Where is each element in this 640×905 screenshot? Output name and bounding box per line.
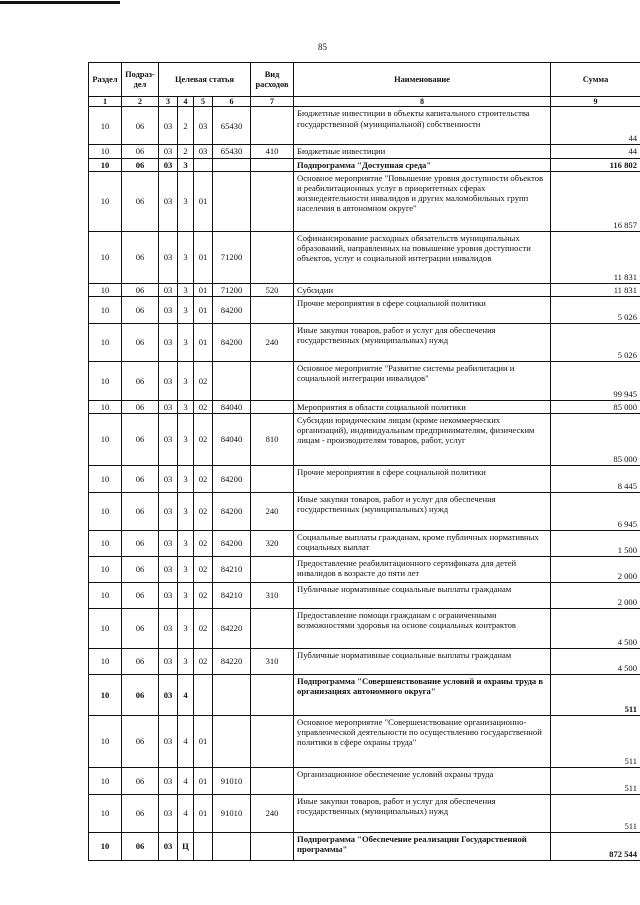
event-code-cell: 01: [194, 768, 213, 795]
expense-type-cell: [251, 675, 294, 716]
table-row: [89, 296, 640, 323]
name-cell: Подпрограмма "Доступная среда": [294, 158, 551, 171]
expense-type-cell: [251, 466, 294, 493]
sum-cell: 5 026: [551, 296, 640, 323]
podrazdel-cell: 06: [122, 557, 159, 583]
subprogram-code-cell: 3: [178, 466, 194, 493]
expense-type-cell: [251, 768, 294, 795]
program-code-cell: 03: [159, 716, 178, 768]
name-cell: Софинансирование расходных обязательств муниципальных образований, направленных на повышение уровня доступности объектов, услуг и социальной интеграции инвалидов: [294, 231, 551, 283]
podrazdel-cell: 06: [122, 649, 159, 675]
column-number: 2: [122, 97, 159, 107]
razdel-cell: 10: [89, 583, 122, 609]
table-body: [89, 107, 640, 861]
subprogram-code-cell: 4: [178, 716, 194, 768]
podrazdel-cell: 06: [122, 231, 159, 283]
direction-code-cell: 84200: [213, 531, 251, 557]
name-cell: Иные закупки товаров, работ и услуг для обеспечения государственных (муниципальных) нужд: [294, 493, 551, 531]
expense-type-cell: [251, 158, 294, 171]
direction-code-cell: [213, 716, 251, 768]
sum-cell: 511: [551, 716, 640, 768]
col-summa-header: Сумма: [551, 63, 640, 97]
sum-cell: 4 500: [551, 609, 640, 649]
event-code-cell: 02: [194, 649, 213, 675]
name-cell: Бюджетные инвестиции в объекты капитального строительства государственной (муниципальной) собственности: [294, 107, 551, 145]
program-code-cell: 03: [159, 609, 178, 649]
podrazdel-cell: 06: [122, 531, 159, 557]
program-code-cell: 03: [159, 361, 178, 400]
expense-type-cell: 240: [251, 493, 294, 531]
col-vid-header: Вид расходов: [251, 63, 294, 97]
subprogram-code-cell: 3: [178, 158, 194, 171]
table-row: [89, 231, 640, 283]
name-cell: Подпрограмма "Совершенствование условий и охраны труда в организациях автономного округа": [294, 675, 551, 716]
program-code-cell: 03: [159, 323, 178, 361]
direction-code-cell: [213, 171, 251, 231]
direction-code-cell: 84220: [213, 649, 251, 675]
sum-cell: 511: [551, 675, 640, 716]
expense-type-cell: [251, 557, 294, 583]
table-row: [89, 531, 640, 557]
subprogram-code-cell: 3: [178, 493, 194, 531]
name-cell: Основное мероприятие "Повышение уровня доступности объектов и реабилитационных услуг в приоритетных сферах жизнедеятельности инвалидов и других маломобильных групп населения в автономном округе": [294, 171, 551, 231]
col-razdel-header: Раздел: [89, 63, 122, 97]
program-code-cell: 03: [159, 414, 178, 466]
podrazdel-cell: 06: [122, 361, 159, 400]
expense-type-cell: 320: [251, 531, 294, 557]
sum-cell: 44: [551, 107, 640, 145]
podrazdel-cell: 06: [122, 583, 159, 609]
podrazdel-cell: 06: [122, 400, 159, 413]
program-code-cell: 03: [159, 466, 178, 493]
razdel-cell: 10: [89, 649, 122, 675]
subprogram-code-cell: 3: [178, 583, 194, 609]
event-code-cell: [194, 158, 213, 171]
name-cell: Публичные нормативные социальные выплаты гражданам: [294, 649, 551, 675]
subprogram-code-cell: 3: [178, 361, 194, 400]
sum-cell: 511: [551, 795, 640, 833]
podrazdel-cell: 06: [122, 609, 159, 649]
table-row: [89, 466, 640, 493]
sum-cell: 11 831: [551, 283, 640, 296]
sum-cell: 1 500: [551, 531, 640, 557]
name-cell: Иные закупки товаров, работ и услуг для обеспечения государственных (муниципальных) нужд: [294, 323, 551, 361]
name-cell: Субсидии: [294, 283, 551, 296]
table-row: [89, 283, 640, 296]
podrazdel-cell: 06: [122, 158, 159, 171]
subprogram-code-cell: Ц: [178, 833, 194, 861]
sum-cell: 85 000: [551, 414, 640, 466]
event-code-cell: 02: [194, 414, 213, 466]
table-row: [89, 158, 640, 171]
expense-type-cell: 810: [251, 414, 294, 466]
column-number: 7: [251, 97, 294, 107]
event-code-cell: 03: [194, 145, 213, 158]
event-code-cell: [194, 833, 213, 861]
expense-type-cell: [251, 609, 294, 649]
direction-code-cell: [213, 361, 251, 400]
program-code-cell: 03: [159, 400, 178, 413]
program-code-cell: 03: [159, 675, 178, 716]
direction-code-cell: 84040: [213, 400, 251, 413]
col-naim-header: Наименование: [294, 63, 551, 97]
direction-code-cell: [213, 833, 251, 861]
razdel-cell: 10: [89, 158, 122, 171]
table-row: [89, 716, 640, 768]
direction-code-cell: [213, 675, 251, 716]
razdel-cell: 10: [89, 231, 122, 283]
event-code-cell: 01: [194, 323, 213, 361]
podrazdel-cell: 06: [122, 675, 159, 716]
subprogram-code-cell: 3: [178, 609, 194, 649]
razdel-cell: 10: [89, 716, 122, 768]
subprogram-code-cell: 4: [178, 795, 194, 833]
sum-cell: 2 000: [551, 557, 640, 583]
sum-cell: 11 831: [551, 231, 640, 283]
razdel-cell: 10: [89, 833, 122, 861]
expense-type-cell: 520: [251, 283, 294, 296]
podrazdel-cell: 06: [122, 768, 159, 795]
sum-cell: 5 026: [551, 323, 640, 361]
event-code-cell: 02: [194, 557, 213, 583]
podrazdel-cell: 06: [122, 145, 159, 158]
subprogram-code-cell: 2: [178, 107, 194, 145]
name-cell: Публичные нормативные социальные выплаты гражданам: [294, 583, 551, 609]
table-row: [89, 400, 640, 413]
expense-type-cell: [251, 361, 294, 400]
name-cell: Социальные выплаты гражданам, кроме публичных нормативных социальных выплат: [294, 531, 551, 557]
podrazdel-cell: 06: [122, 107, 159, 145]
razdel-cell: 10: [89, 795, 122, 833]
table-row: [89, 583, 640, 609]
program-code-cell: 03: [159, 107, 178, 145]
razdel-cell: 10: [89, 171, 122, 231]
program-code-cell: 03: [159, 296, 178, 323]
razdel-cell: 10: [89, 283, 122, 296]
column-number: 6: [213, 97, 251, 107]
expense-type-cell: [251, 833, 294, 861]
program-code-cell: 03: [159, 557, 178, 583]
podrazdel-cell: 06: [122, 466, 159, 493]
podrazdel-cell: 06: [122, 833, 159, 861]
name-cell: Прочие мероприятия в сфере социальной политики: [294, 296, 551, 323]
razdel-cell: 10: [89, 400, 122, 413]
subprogram-code-cell: 3: [178, 649, 194, 675]
subprogram-code-cell: 3: [178, 557, 194, 583]
name-cell: Основное мероприятие "Развитие системы реабилитации и социальной интеграции инвалидов": [294, 361, 551, 400]
expense-type-cell: [251, 716, 294, 768]
event-code-cell: 02: [194, 466, 213, 493]
razdel-cell: 10: [89, 768, 122, 795]
sum-cell: 116 802: [551, 158, 640, 171]
podrazdel-cell: 06: [122, 716, 159, 768]
subprogram-code-cell: 3: [178, 531, 194, 557]
direction-code-cell: 65430: [213, 107, 251, 145]
table-row: [89, 675, 640, 716]
direction-code-cell: 84200: [213, 466, 251, 493]
name-cell: Основное мероприятие "Совершенствование организационно-управленческой деятельности по осуществлению государственной политики в сфере охраны труда": [294, 716, 551, 768]
direction-code-cell: 84220: [213, 609, 251, 649]
program-code-cell: 03: [159, 531, 178, 557]
direction-code-cell: 71200: [213, 231, 251, 283]
event-code-cell: 03: [194, 107, 213, 145]
sum-cell: 2 000: [551, 583, 640, 609]
program-code-cell: 03: [159, 649, 178, 675]
event-code-cell: [194, 675, 213, 716]
program-code-cell: 03: [159, 833, 178, 861]
name-cell: Предоставление реабилитационного сертификата для детей инвалидов в возрасте до пяти лет: [294, 557, 551, 583]
program-code-cell: 03: [159, 283, 178, 296]
table-row: [89, 833, 640, 861]
table-row: [89, 145, 640, 158]
event-code-cell: 02: [194, 583, 213, 609]
direction-code-cell: [213, 158, 251, 171]
event-code-cell: 01: [194, 283, 213, 296]
event-code-cell: 02: [194, 609, 213, 649]
direction-code-cell: 84040: [213, 414, 251, 466]
expense-type-cell: 410: [251, 145, 294, 158]
sum-cell: 85 000: [551, 400, 640, 413]
podrazdel-cell: 06: [122, 171, 159, 231]
name-cell: Организационное обеспечение условий охраны труда: [294, 768, 551, 795]
event-code-cell: 01: [194, 795, 213, 833]
sum-cell: 511: [551, 768, 640, 795]
direction-code-cell: 91010: [213, 768, 251, 795]
expense-type-cell: [251, 107, 294, 145]
table-row: [89, 414, 640, 466]
expense-type-cell: 240: [251, 795, 294, 833]
event-code-cell: 01: [194, 171, 213, 231]
program-code-cell: 03: [159, 158, 178, 171]
podrazdel-cell: 06: [122, 414, 159, 466]
table-row: [89, 649, 640, 675]
expense-type-cell: 240: [251, 323, 294, 361]
table-row: [89, 361, 640, 400]
column-number: 3: [159, 97, 178, 107]
name-cell: Предоставление помощи гражданам с ограниченными возможностями здоровья на основе социальных контрактов: [294, 609, 551, 649]
expense-type-cell: 310: [251, 583, 294, 609]
budget-table: [88, 62, 640, 861]
event-code-cell: 02: [194, 493, 213, 531]
razdel-cell: 10: [89, 414, 122, 466]
header-row: [89, 63, 640, 97]
subprogram-code-cell: 3: [178, 171, 194, 231]
sum-cell: 872 544: [551, 833, 640, 861]
razdel-cell: 10: [89, 323, 122, 361]
razdel-cell: 10: [89, 557, 122, 583]
subprogram-code-cell: 3: [178, 323, 194, 361]
col-podrazdel-header: Подраз-дел: [122, 63, 159, 97]
event-code-cell: 01: [194, 231, 213, 283]
subprogram-code-cell: 3: [178, 414, 194, 466]
event-code-cell: 01: [194, 716, 213, 768]
direction-code-cell: 84200: [213, 296, 251, 323]
column-number: 4: [178, 97, 194, 107]
expense-type-cell: 310: [251, 649, 294, 675]
razdel-cell: 10: [89, 675, 122, 716]
name-cell: Иные закупки товаров, работ и услуг для обеспечения государственных (муниципальных) нужд: [294, 795, 551, 833]
name-cell: Субсидии юридическим лицам (кроме некоммерческих организаций), индивидуальным предпринимателям, физическим лицам - производителям товаров, работ, услуг: [294, 414, 551, 466]
direction-code-cell: 71200: [213, 283, 251, 296]
name-cell: Бюджетные инвестиции: [294, 145, 551, 158]
table-row: [89, 557, 640, 583]
top-rule: [0, 1, 120, 4]
sum-cell: 44: [551, 145, 640, 158]
direction-code-cell: 91010: [213, 795, 251, 833]
subprogram-code-cell: 3: [178, 231, 194, 283]
event-code-cell: 01: [194, 296, 213, 323]
sum-cell: 8 445: [551, 466, 640, 493]
table-row: [89, 493, 640, 531]
razdel-cell: 10: [89, 145, 122, 158]
column-number: 5: [194, 97, 213, 107]
event-code-cell: 02: [194, 361, 213, 400]
table-row: [89, 323, 640, 361]
program-code-cell: 03: [159, 145, 178, 158]
column-number: 9: [551, 97, 640, 107]
program-code-cell: 03: [159, 171, 178, 231]
subprogram-code-cell: 2: [178, 145, 194, 158]
direction-code-cell: 84210: [213, 557, 251, 583]
program-code-cell: 03: [159, 583, 178, 609]
expense-type-cell: [251, 400, 294, 413]
page-number: 85: [318, 42, 327, 52]
event-code-cell: 02: [194, 531, 213, 557]
direction-code-cell: 65430: [213, 145, 251, 158]
podrazdel-cell: 06: [122, 323, 159, 361]
subprogram-code-cell: 3: [178, 296, 194, 323]
razdel-cell: 10: [89, 531, 122, 557]
podrazdel-cell: 06: [122, 283, 159, 296]
table-row: [89, 609, 640, 649]
sum-cell: 99 945: [551, 361, 640, 400]
table-row: [89, 795, 640, 833]
column-number: 1: [89, 97, 122, 107]
razdel-cell: 10: [89, 361, 122, 400]
program-code-cell: 03: [159, 768, 178, 795]
program-code-cell: 03: [159, 231, 178, 283]
table-row: [89, 768, 640, 795]
column-number: 8: [294, 97, 551, 107]
razdel-cell: 10: [89, 107, 122, 145]
program-code-cell: 03: [159, 493, 178, 531]
table-row: [89, 107, 640, 145]
program-code-cell: 03: [159, 795, 178, 833]
razdel-cell: 10: [89, 493, 122, 531]
table-row: [89, 171, 640, 231]
name-cell: Мероприятия в области социальной политики: [294, 400, 551, 413]
subprogram-code-cell: 4: [178, 675, 194, 716]
sum-cell: 16 857: [551, 171, 640, 231]
sum-cell: 6 945: [551, 493, 640, 531]
expense-type-cell: [251, 296, 294, 323]
razdel-cell: 10: [89, 466, 122, 493]
column-number-row: [89, 97, 640, 107]
sum-cell: 4 500: [551, 649, 640, 675]
subprogram-code-cell: 3: [178, 283, 194, 296]
event-code-cell: 02: [194, 400, 213, 413]
direction-code-cell: 84210: [213, 583, 251, 609]
name-cell: Прочие мероприятия в сфере социальной политики: [294, 466, 551, 493]
subprogram-code-cell: 3: [178, 400, 194, 413]
razdel-cell: 10: [89, 296, 122, 323]
name-cell: Подпрограмма "Обеспечение реализации Государственной программы": [294, 833, 551, 861]
razdel-cell: 10: [89, 609, 122, 649]
subprogram-code-cell: 4: [178, 768, 194, 795]
podrazdel-cell: 06: [122, 795, 159, 833]
expense-type-cell: [251, 231, 294, 283]
direction-code-cell: 84200: [213, 323, 251, 361]
direction-code-cell: 84200: [213, 493, 251, 531]
podrazdel-cell: 06: [122, 493, 159, 531]
expense-type-cell: [251, 171, 294, 231]
col-celevaya-header: Целевая статья: [159, 63, 251, 97]
podrazdel-cell: 06: [122, 296, 159, 323]
